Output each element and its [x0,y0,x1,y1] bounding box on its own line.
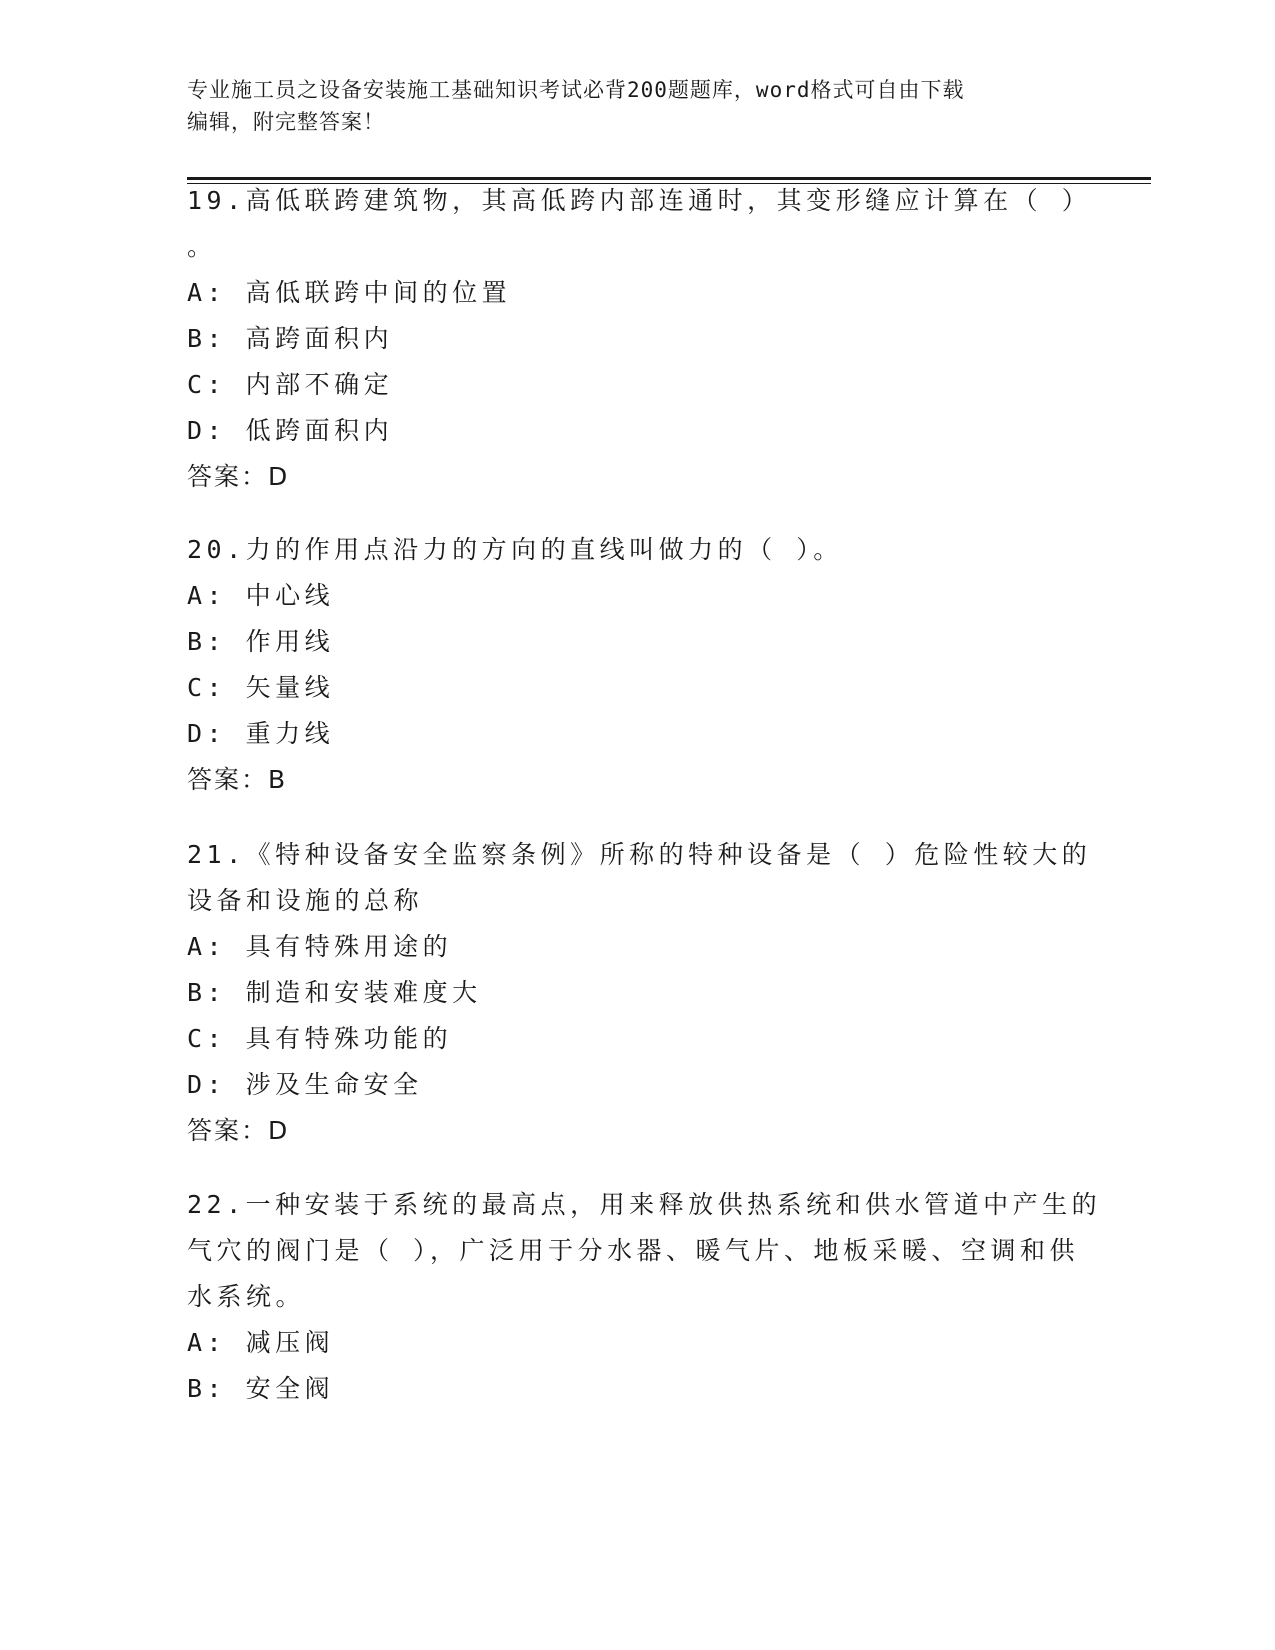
question-stem-line: 水系统。 [187,1282,306,1311]
option-b: B: 作用线 [187,627,335,656]
option-a: A: 高低联跨中间的位置 [187,278,512,307]
option-a: A: 中心线 [187,581,335,610]
option-b: B: 制造和安装难度大 [187,978,482,1007]
option-a: A: 减压阀 [187,1328,335,1357]
question-stem-line: 19.高低联跨建筑物，其高低跨内部连通时，其变形缝应计算在（ ） [187,186,1092,215]
option-a: A: 具有特殊用途的 [187,932,453,961]
question-stem-line: 20.力的作用点沿力的方向的直线叫做力的（ ）。 [187,535,843,564]
option-d: D: 涉及生命安全 [187,1070,423,1099]
header-title-line-2: 编辑，附完整答案！ [187,110,385,134]
answer-line: 答案：D [187,1116,290,1145]
option-b: B: 安全阀 [187,1374,335,1403]
answer-line: 答案：B [187,765,288,794]
option-b: B: 高跨面积内 [187,324,394,353]
option-d: D: 重力线 [187,719,335,748]
question-stem-line: 22.一种安装于系统的最高点，用来释放供热系统和供水管道中产生的 [187,1190,1102,1219]
header-title-line-1: 专业施工员之设备安装施工基础知识考试必背200题题库，word格式可自由下载 [187,78,965,102]
option-c: C: 具有特殊功能的 [187,1024,453,1053]
question-21 [187,832,1092,1154]
question-20 [187,527,1087,803]
document-header [187,74,1087,138]
option-c: C: 内部不确定 [187,370,394,399]
question-19 [187,178,1092,500]
question-stem-line: 气穴的阀门是（ ），广泛用于分水器、暖气片、地板采暖、空调和供 [187,1236,1080,1265]
question-stem-line: 设备和设施的总称 [187,886,424,915]
question-22 [187,1182,1102,1412]
question-stem-line: 21.《特种设备安全监察条例》所称的特种设备是（ ）危险性较大的 [187,840,1092,869]
answer-line: 答案：D [187,462,290,491]
option-c: C: 矢量线 [187,673,335,702]
question-stem-line: 。 [187,232,217,261]
option-d: D: 低跨面积内 [187,416,394,445]
